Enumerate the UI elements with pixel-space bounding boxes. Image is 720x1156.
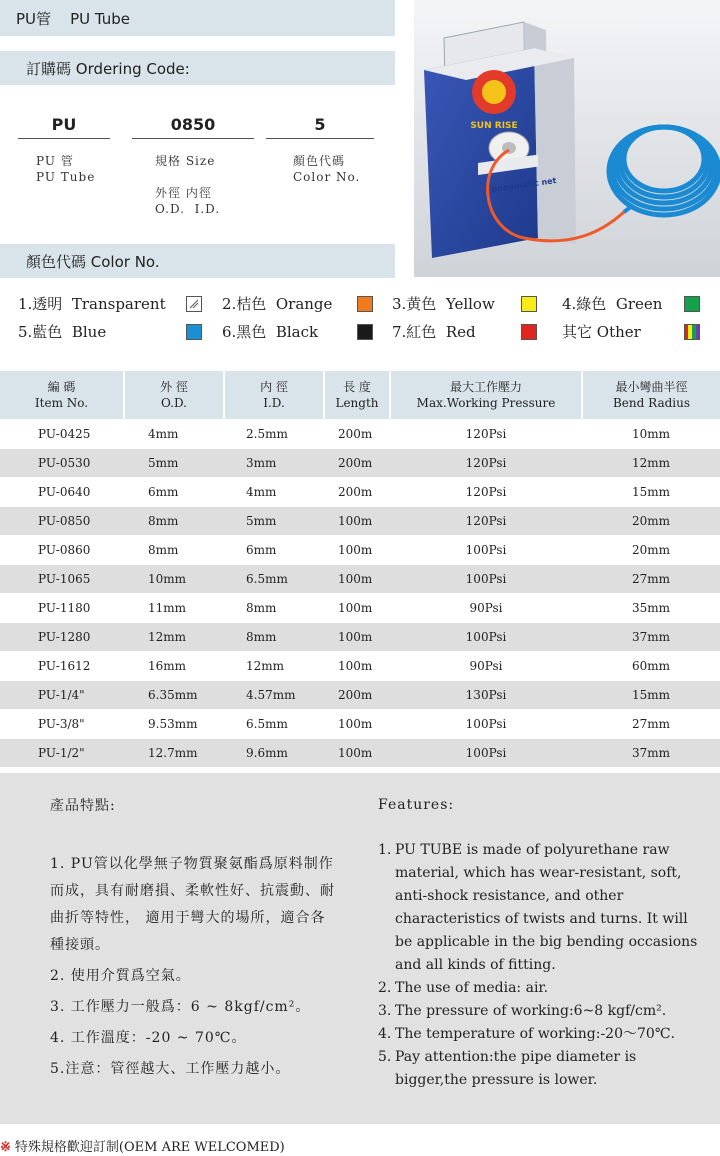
box-brand-text: SUN RISE — [470, 121, 518, 131]
table-row — [0, 565, 720, 594]
table-cell: PU-0850 — [0, 507, 124, 536]
table-cell: 100m — [324, 594, 390, 623]
feature-cn-item: 4. 工作溫度：-20 ~ 70℃。 — [50, 1030, 247, 1046]
table-row — [0, 594, 720, 623]
table-cell: 9.53mm — [124, 710, 224, 739]
table-row — [0, 449, 720, 478]
table-cell: 16mm — [124, 652, 224, 681]
table-cell: PU-0530 — [0, 449, 124, 478]
table-cell: 100Psi — [390, 710, 582, 739]
table-cell: 6mm — [124, 478, 224, 507]
table-cell: 100m — [324, 652, 390, 681]
table-cell: 200m — [324, 449, 390, 478]
color-no-heading: 顏色代碼 Color No. — [0, 244, 395, 278]
table-cell: 5mm — [224, 507, 324, 536]
features-panel — [0, 773, 720, 1124]
features-cn-title: 產品特點: — [50, 798, 116, 814]
table-cell: 12mm — [224, 652, 324, 681]
reference-mark-icon: ※ — [0, 1140, 11, 1155]
table-cell: 6.5mm — [224, 710, 324, 739]
table-cell: 12mm — [124, 623, 224, 652]
feature-en-item: 5. Pay attention:the pipe diameter is bigger,the pressure is lower. — [378, 1049, 637, 1088]
box-label-text: pneumatic net — [491, 175, 557, 194]
green-swatch — [684, 296, 700, 312]
feature-en-item: 3. The pressure of working:6~8 kgf/cm². — [378, 1003, 667, 1019]
table-cell: 100Psi — [390, 623, 582, 652]
table-cell: 100m — [324, 623, 390, 652]
table-cell: PU-0640 — [0, 478, 124, 507]
table-cell: PU-1180 — [0, 594, 124, 623]
table-cell: 10mm — [124, 565, 224, 594]
table-cell: 200m — [324, 478, 390, 507]
table-row — [0, 652, 720, 681]
color-item-orange: 2.桔色 Orange — [222, 295, 333, 313]
table-cell: 90Psi — [390, 594, 582, 623]
color-item-red: 7.紅色 Red — [392, 323, 476, 341]
table-cell: 8mm — [224, 623, 324, 652]
orange-swatch — [357, 296, 373, 312]
table-cell: PU-1612 — [0, 652, 124, 681]
table-cell: 4mm — [224, 478, 324, 507]
footer-note: ※ 特殊規格歡迎訂制(OEM ARE WELCOMED) — [0, 1140, 285, 1155]
table-row — [0, 478, 720, 507]
table-row — [0, 536, 720, 565]
table-cell: 8mm — [124, 536, 224, 565]
feature-cn-item: 5.注意：管徑越大、工作壓力越小。 — [50, 1061, 291, 1077]
table-cell: 10mm — [582, 420, 720, 449]
feature-cn-item: 2. 使用介質爲空氣。 — [50, 968, 191, 984]
table-cell: 60mm — [582, 652, 720, 681]
table-cell: 12.7mm — [124, 739, 224, 768]
table-cell: PU-3/8" — [0, 710, 124, 739]
color-item-green: 4.綠色 Green — [562, 295, 663, 313]
color-item-transparent: 1.透明 Transparent — [18, 295, 166, 313]
table-cell: 100m — [324, 739, 390, 768]
col-bend-radius: 最小彎曲半徑 Bend Radius — [582, 371, 720, 420]
table-cell: 100m — [324, 507, 390, 536]
table-header-row — [0, 371, 720, 420]
table-cell: 120Psi — [390, 478, 582, 507]
table-cell: 130Psi — [390, 681, 582, 710]
table-cell: 6mm — [224, 536, 324, 565]
table-cell: 4.57mm — [224, 681, 324, 710]
table-cell: 200m — [324, 681, 390, 710]
table-cell: 6.5mm — [224, 565, 324, 594]
table-cell: 5mm — [124, 449, 224, 478]
code-color-desc: 顏色代碼 Color No. — [293, 154, 361, 184]
blue-swatch — [186, 324, 202, 340]
col-length: 長 度 Length — [324, 371, 390, 420]
table-cell: 90Psi — [390, 652, 582, 681]
ordering-code-heading: 訂購碼 Ordering Code: — [0, 51, 395, 85]
table-cell: 100Psi — [390, 536, 582, 565]
color-row-1 — [0, 292, 720, 318]
color-item-yellow: 3.黄色 Yellow — [392, 295, 495, 313]
code-size-desc: 規格 Size 外徑 内徑 O.D. I.D. — [155, 154, 221, 216]
table-cell: 15mm — [582, 478, 720, 507]
table-cell: 4mm — [124, 420, 224, 449]
col-max-pressure: 最大工作壓力 Max.Working Pressure — [390, 371, 582, 420]
color-row-2 — [0, 320, 720, 346]
table-cell: 120Psi — [390, 449, 582, 478]
features-en-title: Features: — [378, 797, 455, 813]
feature-en-item: 1. PU TUBE is made of polyurethane raw material, which has wear-resistant, soft, anti-shock resistance, and other characteristics of twists and turns. It will be applicable in the big bending occasions and all kinds of fitting. — [378, 842, 698, 973]
col-id: 内 徑 I.D. — [224, 371, 324, 420]
product-image — [414, 0, 720, 277]
color-item-other: 其它 Other — [562, 323, 641, 341]
spec-table — [0, 371, 720, 767]
table-cell: 35mm — [582, 594, 720, 623]
table-cell: 6.35mm — [124, 681, 224, 710]
col-od: 外 徑 O.D. — [124, 371, 224, 420]
table-cell: PU-0860 — [0, 536, 124, 565]
table-cell: 3mm — [224, 449, 324, 478]
table-cell: 11mm — [124, 594, 224, 623]
code-color: 5 — [266, 112, 374, 139]
table-row — [0, 420, 720, 449]
feature-cn-item: 1. PU管以化學無子物質聚氨酯爲原料制作而成，具有耐磨損、柔軟性好、抗震動、耐曲折等特性， 適用于彎大的場所，適合各種接頭。 — [50, 856, 335, 953]
yellow-swatch — [521, 296, 537, 312]
table-row — [0, 681, 720, 710]
table-cell: 100m — [324, 565, 390, 594]
table-cell: 120Psi — [390, 507, 582, 536]
red-swatch — [521, 324, 537, 340]
transparent-swatch-icon — [186, 296, 202, 312]
features-cn-list — [50, 851, 340, 1087]
table-cell: 9.6mm — [224, 739, 324, 768]
table-cell: 37mm — [582, 739, 720, 768]
table-cell: 100Psi — [390, 739, 582, 768]
table-cell: 120Psi — [390, 420, 582, 449]
table-cell: 100m — [324, 536, 390, 565]
feature-cn-item: 3. 工作壓力一般爲：6 ~ 8kgf/cm²。 — [50, 999, 311, 1015]
table-cell: 8mm — [224, 594, 324, 623]
table-cell: 27mm — [582, 565, 720, 594]
table-row — [0, 710, 720, 739]
table-cell: 12mm — [582, 449, 720, 478]
table-cell: 20mm — [582, 536, 720, 565]
table-cell: PU-1/4" — [0, 681, 124, 710]
table-cell: PU-1065 — [0, 565, 124, 594]
features-en-list — [378, 839, 698, 1092]
feature-en-item: 4. The temperature of working:-20～70℃. — [378, 1026, 675, 1042]
col-item-no: 編 碼 Item No. — [0, 371, 124, 420]
table-cell: 100m — [324, 710, 390, 739]
table-cell: 2.5mm — [224, 420, 324, 449]
table-cell: PU-1280 — [0, 623, 124, 652]
table-cell: 200m — [324, 420, 390, 449]
multicolor-swatch-icon — [684, 324, 700, 340]
feature-en-item: 2. The use of media: air. — [378, 980, 549, 996]
table-cell: PU-1/2" — [0, 739, 124, 768]
table-cell: PU-0425 — [0, 420, 124, 449]
table-row — [0, 739, 720, 768]
table-cell: 27mm — [582, 710, 720, 739]
code-series-desc: PU 管 PU Tube — [36, 154, 96, 184]
table-row — [0, 507, 720, 536]
table-cell: 100Psi — [390, 565, 582, 594]
table-row — [0, 623, 720, 652]
black-swatch — [357, 324, 373, 340]
color-item-blue: 5.藍色 Blue — [18, 323, 107, 341]
table-cell: 8mm — [124, 507, 224, 536]
table-cell: 20mm — [582, 507, 720, 536]
table-cell: 37mm — [582, 623, 720, 652]
code-series: PU — [18, 112, 110, 139]
table-cell: 15mm — [582, 681, 720, 710]
page-title: PU管 PU Tube — [0, 0, 395, 36]
color-item-black: 6.黑色 Black — [222, 323, 319, 341]
code-size: 0850 — [132, 112, 254, 139]
